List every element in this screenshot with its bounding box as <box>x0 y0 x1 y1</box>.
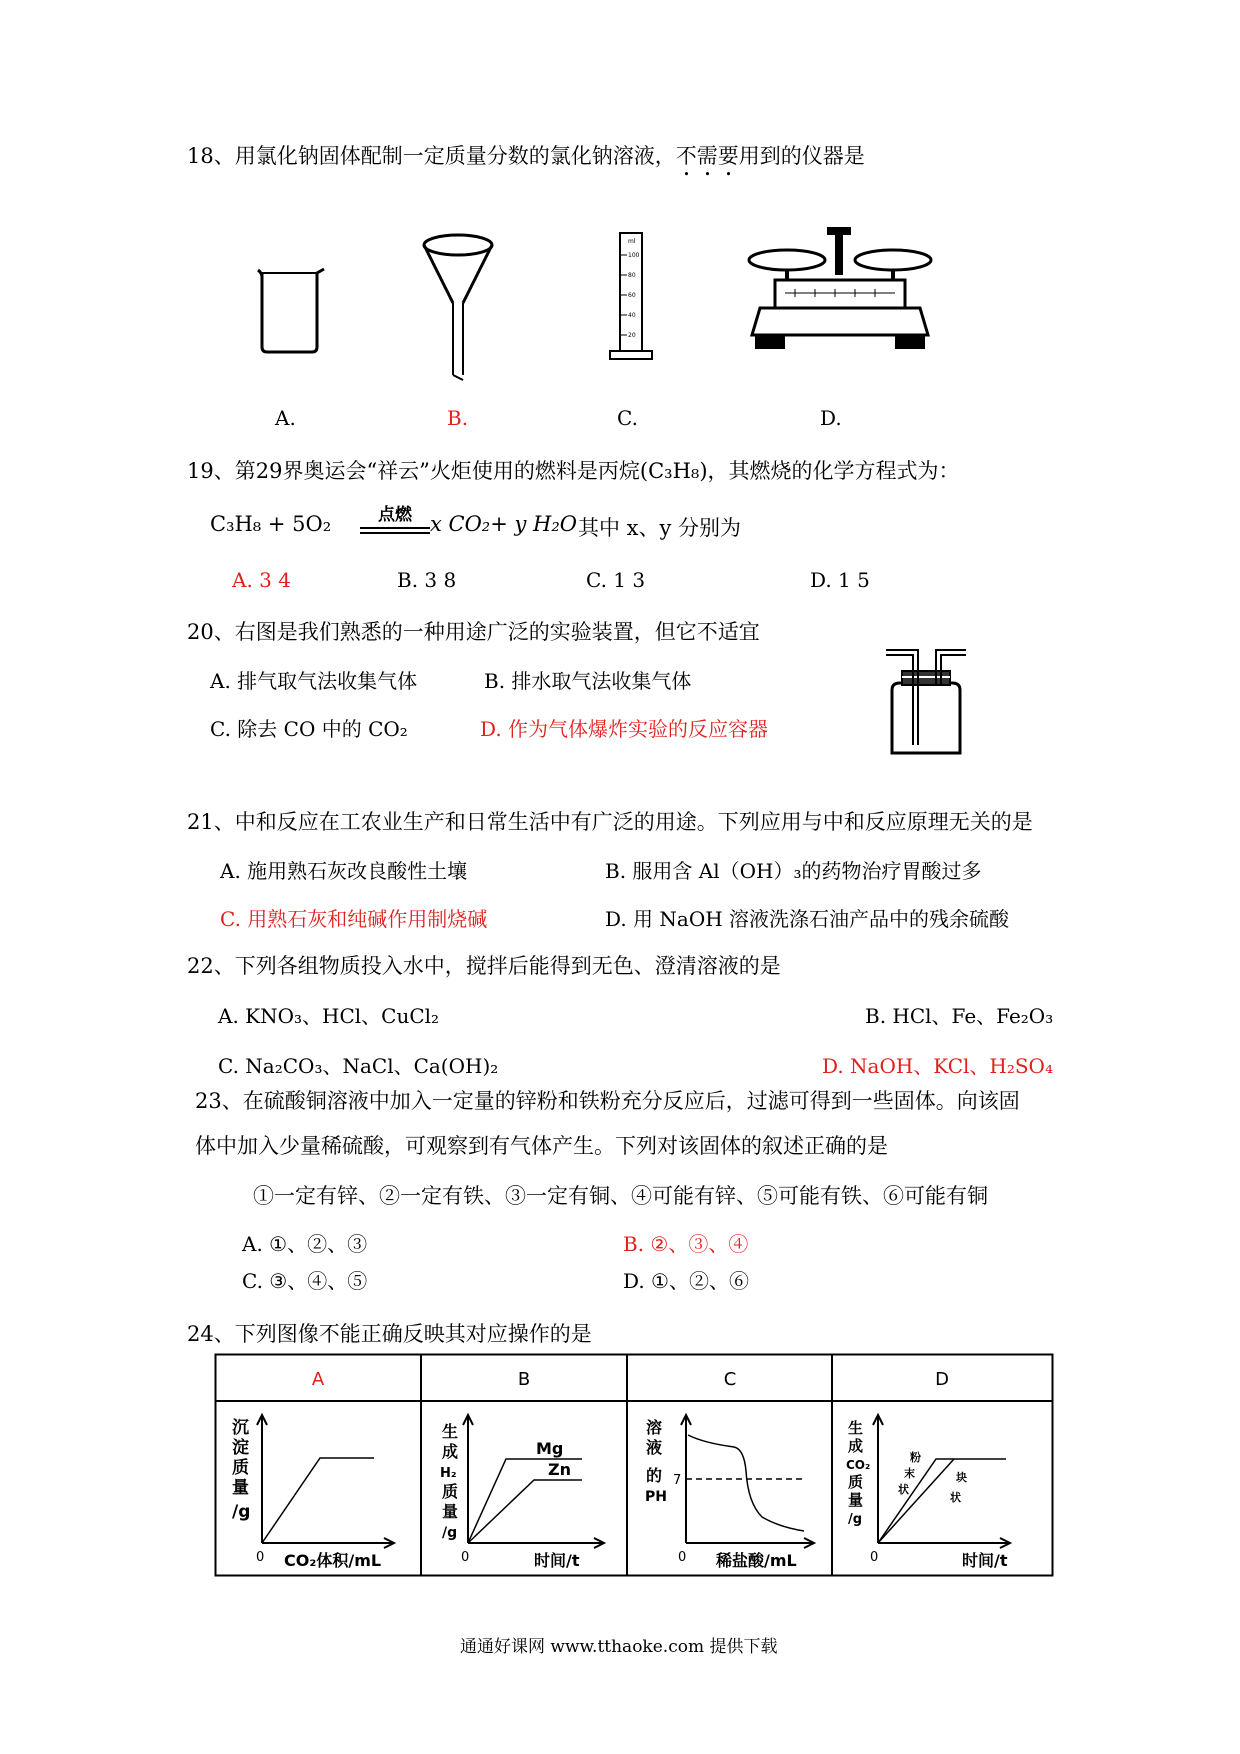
q19-option-b[interactable]: B. 3 8 <box>397 568 457 592</box>
q22-option-b[interactable]: B. HCl、Fe、Fe₂O₃ <box>865 1004 1054 1028</box>
svg-text:淀: 淀 <box>232 1438 249 1458</box>
q21-option-b[interactable]: B. 服用含 Al（OH）₃的药物治疗胃酸过多 <box>605 859 982 883</box>
q18-option-c[interactable]: C. <box>617 406 638 430</box>
svg-text:成: 成 <box>442 1442 459 1461</box>
q18-emphasis: 不需要 <box>675 144 739 168</box>
q23-stem-line2: 体中加入少量稀硫酸，可观察到有气体产生。下列对该固体的叙述正确的是 <box>195 1134 888 1158</box>
q24-header-a[interactable]: A <box>311 1369 325 1390</box>
svg-text:Zn: Zn <box>548 1460 571 1479</box>
svg-text:质: 质 <box>442 1482 459 1501</box>
q18-option-b[interactable]: B. <box>447 406 469 430</box>
graduated-cylinder-icon <box>600 225 660 365</box>
q22-option-c[interactable]: C. Na₂CO₃、NaCl、Ca(OH)₂ <box>218 1054 499 1078</box>
svg-text:质: 质 <box>848 1473 864 1491</box>
q21-option-c[interactable]: C. 用熟石灰和纯碱作用制烧碱 <box>220 907 488 931</box>
q18-option-d[interactable]: D. <box>820 406 842 430</box>
q24-header-b[interactable]: B <box>517 1369 531 1390</box>
q23-option-c[interactable]: C. ③、④、⑤ <box>242 1269 368 1293</box>
balance-scale-icon <box>745 225 935 365</box>
q21-option-a[interactable]: A. 施用熟石灰改良酸性土壤 <box>220 859 468 883</box>
svg-text:CO₂体积/mL: CO₂体积/mL <box>284 1551 382 1570</box>
beaker-icon <box>250 225 330 355</box>
svg-text:PH: PH <box>645 1489 667 1505</box>
q21-stem: 21、中和反应在工农业生产和日常生活中有广泛的用途。下列应用与中和反应原理无关的是 <box>187 810 1033 834</box>
svg-text:质: 质 <box>232 1458 249 1478</box>
q19-option-a[interactable]: A. 3 4 <box>232 568 291 592</box>
gas-washing-bottle-icon <box>880 645 970 760</box>
svg-text:液: 液 <box>646 1438 663 1457</box>
svg-text:时间/t: 时间/t <box>534 1551 580 1570</box>
svg-text:量: 量 <box>442 1502 459 1521</box>
q23-stem-line1: 23、在硫酸铜溶液中加入一定量的锌粉和铁粉充分反应后，过滤可得到一些固体。向该固 <box>195 1089 1020 1113</box>
q20-option-d[interactable]: D. 作为气体爆炸实验的反应容器 <box>480 717 769 741</box>
svg-text:/g: /g <box>442 1525 458 1541</box>
svg-text:0: 0 <box>678 1550 687 1565</box>
svg-text:时间/t: 时间/t <box>962 1551 1008 1570</box>
svg-text:/g: /g <box>848 1512 863 1527</box>
svg-text:末: 末 <box>904 1467 915 1480</box>
page-footer: 通通好课网 www.tthaoke.com 提供下载 <box>460 1637 778 1657</box>
q21-option-d[interactable]: D. 用 NaOH 溶液洗涤石油产品中的残余硫酸 <box>605 907 1010 931</box>
q23-option-a[interactable]: A. ①、②、③ <box>242 1232 368 1256</box>
svg-text:稀盐酸/mL: 稀盐酸/mL <box>716 1551 797 1570</box>
svg-text:溶: 溶 <box>646 1418 663 1437</box>
q20-option-a[interactable]: A. 排气取气法收集气体 <box>210 669 418 693</box>
q24-graph-table <box>214 1353 1054 1577</box>
q22-stem: 22、下列各组物质投入水中，搅拌后能得到无色、澄清溶液的是 <box>187 954 781 978</box>
q19-option-d[interactable]: D. 1 5 <box>810 568 870 592</box>
q18-option-a[interactable]: A. <box>275 406 296 430</box>
svg-text:成: 成 <box>848 1437 864 1455</box>
q24-stem: 24、下列图像不能正确反映其对应操作的是 <box>187 1322 592 1346</box>
q22-option-d[interactable]: D. NaOH、KCl、H₂SO₄ <box>822 1054 1053 1078</box>
q19-equation-right: x CO₂+ y H₂O <box>430 512 577 536</box>
svg-text:生: 生 <box>848 1419 864 1437</box>
svg-text:生: 生 <box>442 1422 459 1441</box>
svg-text:100: 100 <box>628 252 640 259</box>
svg-text:量: 量 <box>848 1491 864 1509</box>
funnel-icon <box>420 225 500 385</box>
q20-option-b[interactable]: B. 排水取气法收集气体 <box>484 669 692 693</box>
svg-text:量: 量 <box>232 1478 249 1498</box>
svg-text:粉: 粉 <box>910 1451 921 1464</box>
svg-text:Mg: Mg <box>536 1439 564 1458</box>
svg-text:0: 0 <box>870 1550 879 1565</box>
q23-option-d[interactable]: D. ①、②、⑥ <box>623 1269 749 1293</box>
q19-equation-left: C₃H₈ + 5O₂ <box>210 512 332 536</box>
svg-text:CO₂: CO₂ <box>846 1458 871 1472</box>
q20-stem: 20、右图是我们熟悉的一种用途广泛的实验装置，但它不适宜 <box>187 620 760 644</box>
svg-text:20: 20 <box>628 332 636 339</box>
svg-text:60: 60 <box>628 292 636 299</box>
svg-text:80: 80 <box>628 272 636 279</box>
svg-text:40: 40 <box>628 312 636 319</box>
svg-text:ml: ml <box>628 238 636 245</box>
svg-text:块: 块 <box>956 1471 967 1484</box>
svg-text:H₂: H₂ <box>440 1466 457 1481</box>
svg-text:沉: 沉 <box>232 1418 249 1438</box>
q20-option-c[interactable]: C. 除去 CO 中的 CO₂ <box>210 717 408 741</box>
svg-text:状: 状 <box>898 1483 909 1496</box>
q19-stem: 19、第29界奥运会“祥云”火炬使用的燃料是丙烷(C₃H₈)，其燃烧的化学方程式为： <box>187 459 960 483</box>
q24-header-d[interactable]: D <box>935 1369 949 1390</box>
svg-text:0: 0 <box>461 1550 470 1565</box>
q19-equation-tail: 其中 x、y 分别为 <box>578 516 742 540</box>
q23-statements: ①一定有锌、②一定有铁、③一定有铜、④可能有锌、⑤可能有铁、⑥可能有铜 <box>253 1184 988 1208</box>
svg-text:的: 的 <box>646 1466 663 1485</box>
svg-text:/g: /g <box>232 1502 251 1522</box>
q18-stem: 18、用氯化钠固体配制一定质量分数的氯化钠溶液，不需要用到的仪器是 <box>187 144 865 168</box>
q19-option-c[interactable]: C. 1 3 <box>586 568 646 592</box>
q23-option-b[interactable]: B. ②、③、④ <box>623 1232 749 1256</box>
q24-header-c[interactable]: C <box>723 1369 737 1390</box>
svg-text:0: 0 <box>256 1550 265 1565</box>
svg-text:7: 7 <box>673 1473 682 1488</box>
svg-text:状: 状 <box>950 1491 961 1504</box>
q19-equation-condition: 点燃 <box>360 500 430 534</box>
q22-option-a[interactable]: A. KNO₃、HCl、CuCl₂ <box>218 1004 440 1028</box>
